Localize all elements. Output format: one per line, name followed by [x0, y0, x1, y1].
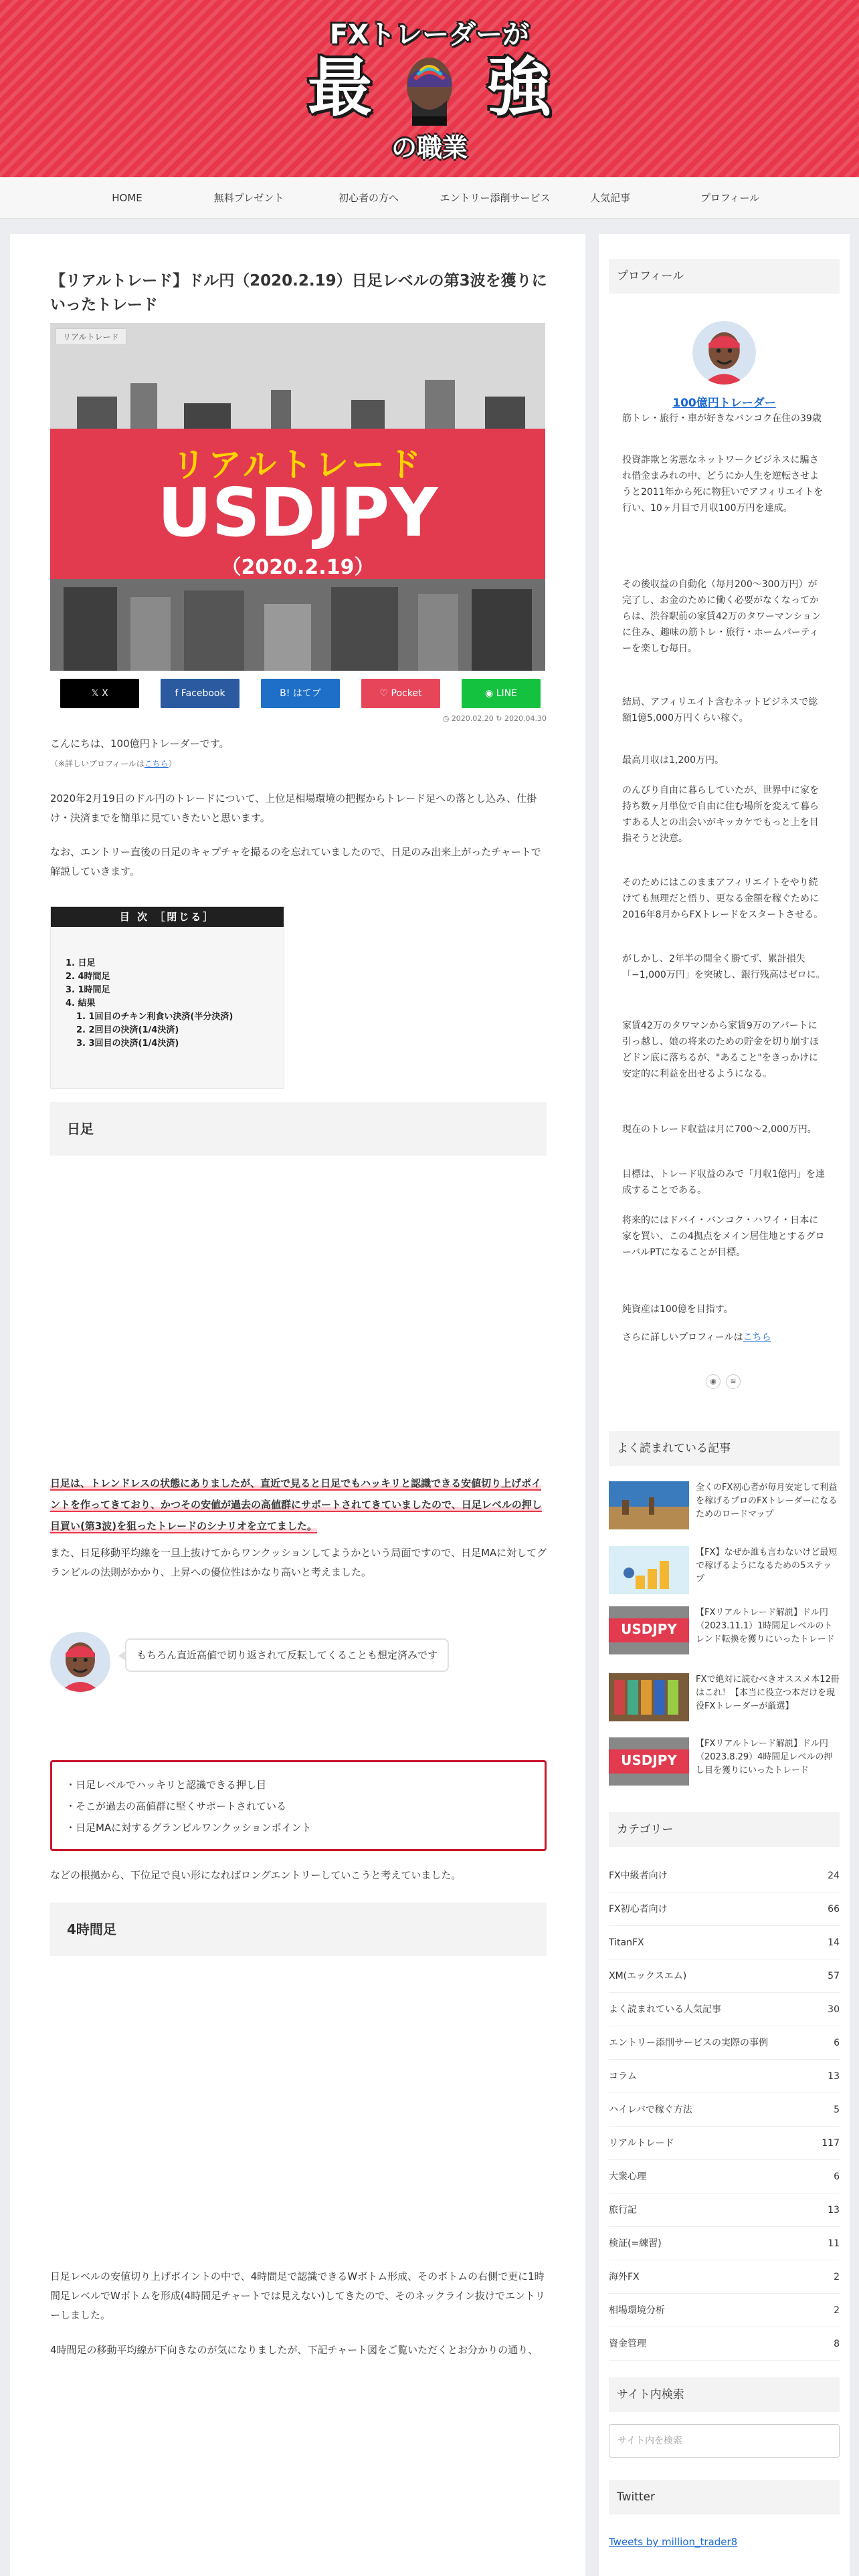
twitter-timeline-link[interactable]: Tweets by million_trader8	[609, 2536, 738, 2548]
profile-text: 結局、アフィリエイト含むネットビジネスで総額1億5,000万円くらい稼ぐ。	[622, 697, 818, 724]
post-dates	[371, 714, 547, 723]
nav-home[interactable]: HOME	[112, 192, 142, 204]
published-date: 2020.02.20	[451, 714, 494, 723]
popular-item[interactable]	[609, 1606, 840, 1660]
profile-text: 筋トレ・旅行・車が好きなバンコク在住の39歳	[622, 413, 822, 424]
category-count: 117	[822, 2138, 840, 2149]
toc-item[interactable]: 4. 結果	[66, 998, 96, 1008]
profile-text: 純資産は100億を目指す。	[622, 1304, 733, 1315]
profile-avatar-image	[692, 321, 756, 385]
toc-item[interactable]: 1. 日足	[66, 958, 96, 968]
paragraph-5: 日足レベルの安値切り上げポイントの中で、4時間足で認識できるWボトム形成、そのボトムの右側で更に1時間足レベルでWボトムを形成(4時間足チャートでは見えない)してきたので、そのネックライン抜けでエントリーしました。	[50, 2270, 545, 2321]
popular-item[interactable]	[609, 1673, 840, 1727]
category-item[interactable]	[609, 1959, 840, 1993]
popular-title: 【FXリアルトレード解説】ドル円（2023.11.1）1時間足レベルのトレンド転換を獲りにいったトレード	[696, 1608, 835, 1644]
paragraph-4: などの根拠から、下位足で良い形になればロングエントリーしていこうと考えていました。	[50, 1869, 462, 1881]
category-count: 30	[828, 2004, 840, 2015]
updated-date: 2020.04.30	[504, 714, 547, 723]
category-item[interactable]	[609, 1926, 840, 1959]
line-icon: ◉	[485, 688, 496, 699]
nav-free-gift[interactable]: 無料プレゼント	[213, 192, 284, 204]
category-count: 6	[834, 2038, 840, 2048]
refresh-icon: ↻	[496, 714, 505, 723]
category-count: 66	[828, 1904, 840, 1915]
paragraph-2: なお、エントリー直後の日足のキャプチャを撮るのを忘れていましたので、日足のみ出来上がったチャートで解説していきます。	[50, 846, 541, 877]
rss-icon[interactable]: ≋	[726, 1374, 741, 1389]
profile-text: 家賃42万のタワマンから家賃9万のアパートに引っ越し、娘の将来のための貯金を切り崩すほどドン底に落ちるが、"あること"をきっかけに安定的に利益を出せるようになる。	[622, 1021, 819, 1079]
category-name: XM(エックスエム)	[609, 1971, 687, 1981]
avatar	[50, 1632, 110, 1692]
category-item[interactable]	[609, 2026, 840, 2060]
profile-more-link[interactable]: こちら	[743, 1332, 771, 1343]
popular-title: 【FX】なぜか誰も言わないけど最短で稼げるようになるための5ステップ	[696, 1547, 838, 1584]
category-item[interactable]	[609, 2160, 840, 2193]
eyecatch-line3: （2020.2.19）	[221, 556, 375, 579]
category-count: 6	[834, 2171, 840, 2182]
paragraph-3: また、日足移動平均線を一旦上抜けてからワンクッションしてようかという局面ですので、日足MAに対してグランビルの法則がかかり、上昇への優位性はかなり高いと考えました。	[50, 1547, 547, 1578]
category-item[interactable]	[609, 2327, 840, 2361]
hatena-icon: B!	[280, 688, 293, 699]
popular-thumb: USDJPY	[609, 1606, 689, 1654]
popular-thumb	[609, 1481, 689, 1529]
search-input[interactable]: サイト内を検索	[609, 2424, 840, 2458]
category-name: エントリー添削サービスの実際の事例	[609, 2038, 768, 2048]
reason-item: ・日足MAに対するグランビルワンクッションポイント	[66, 1822, 312, 1834]
sidebar	[599, 234, 850, 2576]
eyecatch-line2: USDJPY	[157, 473, 438, 552]
heading-daily: 日足	[50, 1102, 547, 1156]
speech-bubble: もちろん直近高値で切り返されて反転してくることも想定済みです	[125, 1638, 449, 1672]
popular-item[interactable]	[609, 1481, 840, 1535]
search-heading: サイト内検索	[609, 2377, 840, 2412]
category-count: 57	[828, 1971, 840, 1981]
category-item[interactable]	[609, 2093, 840, 2127]
category-item[interactable]	[609, 2193, 840, 2227]
category-item[interactable]	[609, 2260, 840, 2294]
category-heading: カテゴリー	[609, 1812, 840, 1847]
profile-text: がしかし、2年半の間全く勝てず、累計損失「−1,000万円」を突破し、銀行残高はゼロに。	[622, 954, 826, 980]
profile-text: そのためにはこのままアフィリエイトをやり続けても無理だと悟り、更なる金額を稼ぐために2016年8月からFXトレードをスタートさせる。	[622, 877, 824, 920]
category-name: 大衆心理	[609, 2171, 646, 2182]
category-name: リアルトレード	[609, 2138, 674, 2149]
category-count: 5	[834, 2105, 840, 2115]
profile-text: 投資詐欺と劣悪なネットワークビジネスに騙され借金まみれの中、どうにか人生を逆転させようと2011年から死に物狂いでアフィリエイトを行い、10ヶ月目で月収100万円を達成。	[622, 455, 824, 514]
x-icon: 𝕏	[91, 688, 102, 699]
twitter-heading: Twitter	[609, 2480, 840, 2514]
profile-text: 目標は、トレード収益のみで「月収1億円」を達成することである。	[622, 1169, 825, 1196]
category-item[interactable]	[609, 1859, 840, 1893]
nav-entry-review[interactable]: エントリー添削サービス	[440, 192, 551, 204]
profile-name-link[interactable]: 100億円トレーダー	[672, 397, 776, 410]
toc-item[interactable]: 2. 4時間足	[66, 972, 110, 982]
category-name: FX初心者向け	[609, 1904, 668, 1915]
profile-text: 最高月収は1,200万円。	[622, 755, 725, 766]
category-count: 11	[828, 2238, 840, 2249]
category-item[interactable]	[609, 2227, 840, 2260]
facebook-icon: f	[175, 688, 181, 699]
site-header	[0, 0, 859, 177]
nav-profile[interactable]: プロフィール	[700, 192, 760, 204]
category-name: 海外FX	[609, 2272, 640, 2282]
category-name: コラム	[609, 2071, 637, 2082]
popular-title: 全くのFX初心者が毎月安定して利益を稼げるプロのFXトレーダーになるためのロードマップ	[696, 1483, 838, 1519]
category-item[interactable]	[609, 2127, 840, 2160]
toc-subitem[interactable]: 2. 2回目の決済(1/4決済)	[76, 1025, 179, 1035]
profile-text: 現在のトレード収益は月に700〜2,000万円。	[622, 1124, 817, 1135]
eyecatch-image	[50, 323, 545, 671]
category-name: 資金管理	[609, 2339, 646, 2349]
highlight-text: 日足は、トレンドレスの状態にありましたが、直近で見ると日足でもハッキリと認識できる安値切り上げポイントを作ってきており、かつその安値が過去の高値群にサポートされてきていましたので、日足レベルの押し目買い(第3波)を狙ったトレードのシナリオを立てました。	[50, 1477, 542, 1532]
logo-face-image	[400, 52, 459, 126]
heading-4h: 4時間足	[50, 1903, 547, 1956]
profile-text: 将来的にはドバイ・バンコク・ハワイ・日本に家を買い、この4拠点をメイン居住地とするグローバルPTになることが目標。	[622, 1215, 825, 1258]
category-count: 8	[834, 2339, 840, 2349]
share-facebook-button[interactable]: f Facebook	[161, 679, 240, 708]
logo-top-text: FXトレーダーが	[329, 19, 530, 50]
category-count: 13	[828, 2071, 840, 2082]
article-title: 【リアルトレード】ドル円（2020.2.19）日足レベルの第3波を獲りにいったトレード	[50, 272, 547, 314]
logo-main-left: 最	[308, 50, 372, 125]
popular-title: 【FXリアルトレード解説】ドル円（2023.8.29）4時間足レベルの押し目を獲りにいったトレード	[696, 1739, 833, 1776]
toc-subitem[interactable]: 3. 3回目の決済(1/4決済)	[76, 1039, 179, 1049]
article-main	[10, 234, 585, 2576]
profile-heading: プロフィール	[609, 259, 840, 294]
category-count: 14	[828, 1937, 840, 1948]
popular-thumb	[609, 1673, 689, 1721]
nav-beginners[interactable]: 初心者の方へ	[338, 192, 399, 204]
share-hatena-button[interactable]: B! はてブ	[261, 679, 340, 708]
profile-link[interactable]: こちら	[144, 759, 169, 768]
eyecatch-category-label[interactable]: リアルトレード	[56, 328, 126, 345]
category-name: 旅行記	[609, 2205, 637, 2216]
share-x-button[interactable]: 𝕏 X	[60, 679, 139, 708]
logo-bottom-text: の職業	[391, 133, 468, 163]
category-item[interactable]	[609, 1893, 840, 1926]
profile-avatar	[692, 321, 756, 385]
category-name: ハイレバで稼ぐ方法	[609, 2105, 692, 2115]
popular-thumb	[609, 1546, 689, 1594]
category-name: TitanFX	[609, 1937, 644, 1948]
category-count: 13	[828, 2205, 840, 2216]
profile-text: その後収益の自動化（毎月200〜300万円）が完了し、お金のために働く必要がなくなってからは、渋谷駅前の家賃42万のタワーマンションに住み、趣味の筋トレ・旅行・ホームパーティーを楽しむ毎日。	[622, 579, 822, 654]
reason-item: ・そこが過去の高値群に堅くサポートされている	[66, 1800, 287, 1812]
popular-title: FXで絶対に読むべきオススメ本12冊はこれ！【本当に役立つ本だけを現役FXトレーダーが厳選】	[696, 1675, 840, 1711]
profile-text: のんびり自由に暮らしていたが、世界中に家を持ち数ヶ月単位で自由に住む場所を変えて暮らすある人との出会いがキッカケでもっと上を目指そうと決意。	[622, 785, 819, 844]
paragraph-1: 2020年2月19日のドル円のトレードについて、上位足相場環境の把握からトレード足への落とし込み、仕掛け・決済までを簡単に見ていきたいと思います。	[50, 792, 537, 824]
popular-thumb: USDJPY	[609, 1737, 689, 1786]
category-name: 検証(=練習)	[609, 2238, 662, 2249]
popular-heading: よく読まれている記事	[609, 1431, 840, 1466]
avatar-image	[50, 1632, 110, 1692]
clock-icon: ◷	[442, 714, 452, 723]
category-item[interactable]	[609, 2060, 840, 2093]
intro-note: （※詳しいプロフィールはこちら）	[50, 759, 177, 768]
category-count: 2	[834, 2305, 840, 2316]
toc-subitem[interactable]: 1. 1回目のチキン利食い決済(半分決済)	[76, 1012, 233, 1022]
toc-title[interactable]: 目 次 ［閉じる］	[51, 907, 284, 927]
logo-main-right: 強	[487, 50, 551, 125]
category-name: 相場環境分析	[609, 2305, 665, 2316]
popular-item[interactable]	[609, 1546, 840, 1600]
eyecatch-line1: リアルトレード	[172, 445, 423, 484]
reasons-box	[50, 1760, 547, 1851]
category-name: よく読まれている人気記事	[609, 2004, 721, 2015]
site-logo[interactable]	[294, 12, 565, 166]
popular-item[interactable]	[609, 1737, 840, 1791]
pocket-icon: ♡	[379, 688, 391, 699]
category-item[interactable]	[609, 1993, 840, 2026]
toc-item[interactable]: 3. 1時間足	[66, 985, 110, 995]
category-count: 24	[828, 1870, 840, 1881]
table-of-contents	[50, 906, 284, 1089]
share-pocket-button[interactable]: ♡ Pocket	[361, 679, 440, 708]
share-line-button[interactable]: ◉ LINE	[462, 679, 541, 708]
category-count: 2	[834, 2272, 840, 2282]
reason-item: ・日足レベルでハッキリと認識できる押し目	[66, 1779, 267, 1791]
intro-text: こんにちは、100億円トレーダーです。	[50, 738, 229, 750]
paragraph-6: 4時間足の移動平均線が下向きなのが気になりましたが、下記チャート図をご覧いただくとお分かりの通り、	[50, 2344, 539, 2356]
global-nav	[0, 177, 859, 219]
profile-more: さらに詳しいプロフィールはこちら	[622, 1332, 771, 1343]
nav-popular[interactable]: 人気記事	[589, 192, 630, 204]
feedly-icon[interactable]: ◉	[706, 1374, 721, 1389]
category-item[interactable]	[609, 2294, 840, 2327]
category-name: FX中級者向け	[609, 1870, 668, 1881]
